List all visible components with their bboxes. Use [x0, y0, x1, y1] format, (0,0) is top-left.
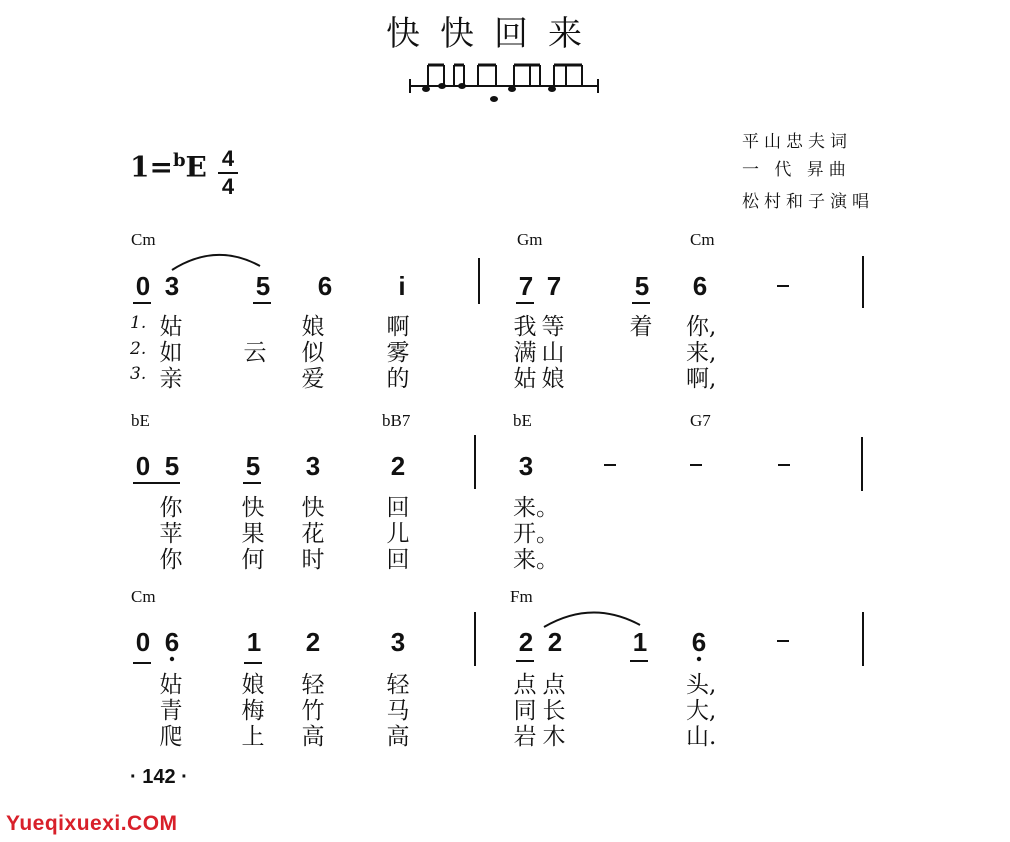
- lyric: 回: [386, 495, 410, 521]
- key-signature: [130, 150, 207, 183]
- chord: bE: [131, 411, 150, 430]
- lyric: 啊: [386, 314, 410, 340]
- note: 5: [164, 451, 180, 481]
- lyric: 青: [159, 698, 183, 724]
- lyric: 似: [301, 340, 325, 366]
- lyric: 你,: [686, 314, 717, 340]
- barline: [474, 435, 476, 489]
- lyric: 姑: [513, 366, 537, 392]
- chord: Cm: [131, 587, 156, 606]
- chord: Gm: [517, 230, 543, 249]
- lyric: 快: [301, 495, 325, 521]
- composer-credit: 一 代 昇曲: [742, 160, 851, 180]
- note: i: [398, 271, 406, 301]
- underline: [516, 660, 534, 662]
- extension-dash: [690, 464, 702, 466]
- lyric: 高: [301, 724, 325, 750]
- chord: Fm: [510, 587, 533, 606]
- lyric: 云: [243, 340, 267, 366]
- lyric: 木: [542, 724, 566, 750]
- low-octave-dot: [696, 656, 702, 662]
- extension-dash: [777, 640, 789, 642]
- underline: [244, 662, 262, 664]
- note: 6: [691, 627, 707, 657]
- barline: [478, 258, 480, 304]
- lyric: 娘: [541, 366, 565, 392]
- verse-number: 2.: [130, 339, 147, 359]
- lyricist-credit: 平山忠夫词: [742, 132, 852, 152]
- lyric: 点: [542, 672, 566, 698]
- barline: [862, 612, 864, 666]
- lyric: 花: [301, 521, 325, 547]
- lyric: 轻: [301, 672, 325, 698]
- note: 7: [546, 271, 562, 301]
- time-signature-bottom: 4: [221, 174, 235, 199]
- note: 0: [135, 271, 151, 301]
- lyric: 山: [541, 340, 565, 366]
- key-prefix: 1=: [130, 150, 173, 184]
- lyric: 果: [241, 521, 265, 547]
- note: 6: [317, 271, 333, 301]
- lyric: 满: [513, 340, 537, 366]
- lyric: 同: [513, 698, 537, 724]
- note: 6: [164, 627, 180, 657]
- chord: bE: [513, 411, 532, 430]
- lyric: 娘: [241, 672, 265, 698]
- lyric: 等: [541, 314, 565, 340]
- lyric: 你: [159, 547, 183, 573]
- underline: [630, 660, 648, 662]
- lyric: 快: [241, 495, 265, 521]
- lyric: 回: [386, 547, 410, 573]
- lyric: 山.: [686, 724, 717, 750]
- extension-dash: [604, 464, 616, 466]
- lyric: 的: [386, 366, 410, 392]
- barline: [474, 612, 476, 666]
- flat-sign: b: [172, 150, 186, 171]
- lyric: 苹: [159, 521, 183, 547]
- slur: [540, 605, 650, 629]
- low-octave-dot: [169, 656, 175, 662]
- slur: [168, 248, 268, 272]
- lyric: 长: [542, 698, 566, 724]
- underline: [133, 662, 151, 664]
- underline: [253, 302, 271, 304]
- lyric: 开。: [513, 521, 559, 547]
- page-number-text: 142: [142, 766, 176, 788]
- lyric: 岩: [513, 724, 537, 750]
- underline: [243, 482, 261, 484]
- note: 1: [632, 627, 648, 657]
- note: 3: [390, 627, 406, 657]
- verse-number: 1.: [130, 313, 147, 333]
- note: 1: [246, 627, 262, 657]
- underline: [133, 302, 151, 304]
- note: 0: [135, 451, 151, 481]
- lyric: 姑: [159, 314, 183, 340]
- lyric: 着: [629, 314, 653, 340]
- note: 5: [255, 271, 271, 301]
- chord: Cm: [131, 230, 156, 249]
- underline: [632, 302, 650, 304]
- chord: [382, 411, 410, 431]
- lyric: 亲: [159, 366, 183, 392]
- lyric: 爬: [159, 724, 183, 750]
- note: 6: [692, 271, 708, 301]
- lyric: 雾: [386, 340, 410, 366]
- lyric: 高: [386, 724, 410, 750]
- note: 3: [164, 271, 180, 301]
- lyric: 爱: [301, 366, 325, 392]
- lyric: 轻: [386, 672, 410, 698]
- note: 3: [305, 451, 321, 481]
- lyric: 何: [241, 547, 265, 573]
- barline: [862, 256, 864, 308]
- song-title: 快快回来: [386, 14, 602, 54]
- lyric: 我: [513, 314, 537, 340]
- page-number: [130, 766, 188, 789]
- time-signature-top: 4: [221, 146, 235, 171]
- rhythm-motif: [406, 55, 606, 117]
- lyric: 娘: [301, 314, 325, 340]
- lyric: 点: [513, 672, 537, 698]
- lyric: 啊,: [686, 366, 717, 392]
- singer-credit: 松村和子演唱: [742, 192, 874, 212]
- underline: [133, 482, 180, 484]
- note: 2: [547, 627, 563, 657]
- underline: [516, 302, 534, 304]
- note: 7: [518, 271, 534, 301]
- lyric: 儿: [386, 521, 410, 547]
- bullet-left: ·: [130, 766, 143, 788]
- lyric: 上: [241, 724, 265, 750]
- note: 5: [245, 451, 261, 481]
- note: 5: [634, 271, 650, 301]
- lyric: 如: [159, 340, 183, 366]
- note: 2: [305, 627, 321, 657]
- key-note: E: [185, 150, 207, 184]
- bullet-right: ·: [175, 766, 188, 788]
- lyric: 来。: [513, 547, 559, 573]
- chord-text: bB7: [382, 411, 411, 430]
- lyric: 你: [159, 495, 183, 521]
- watermark[interactable]: Yueqixuexi.COM: [6, 812, 178, 835]
- note: 2: [518, 627, 534, 657]
- lyric: 马: [386, 698, 410, 724]
- extension-dash: [778, 464, 790, 466]
- lyric: 来,: [686, 340, 717, 366]
- lyric: 头,: [686, 672, 717, 698]
- lyric: 梅: [241, 698, 265, 724]
- lyric: 来。: [513, 495, 559, 521]
- lyric: 大,: [686, 698, 717, 724]
- note: 2: [390, 451, 406, 481]
- lyric: 竹: [301, 698, 325, 724]
- chord: Cm: [690, 230, 715, 249]
- lyric: 时: [301, 547, 325, 573]
- barline: [861, 437, 863, 491]
- note: 0: [135, 627, 151, 657]
- verse-number: 3.: [130, 364, 147, 384]
- chord: G7: [690, 411, 711, 430]
- note: 3: [518, 451, 534, 481]
- lyric: 姑: [159, 672, 183, 698]
- extension-dash: [777, 285, 789, 287]
